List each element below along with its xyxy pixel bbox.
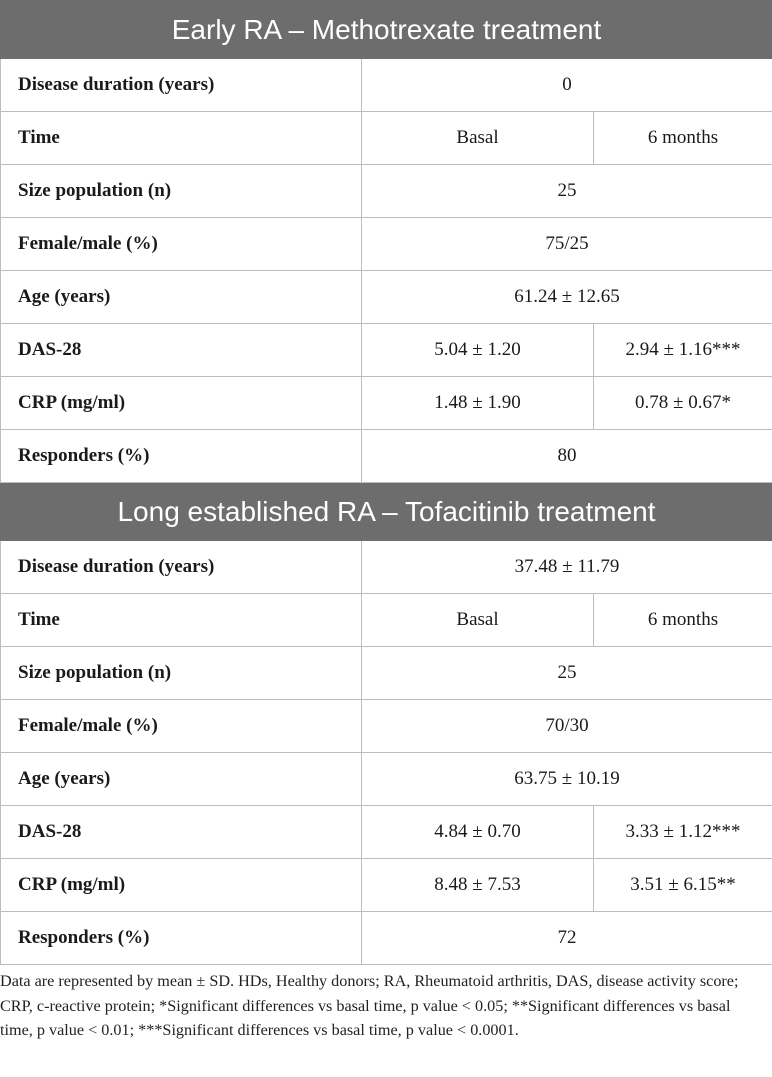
- basal-value: Basal: [362, 112, 594, 165]
- row-label: DAS-28: [1, 324, 362, 377]
- table-row: [1, 165, 772, 218]
- table-row: [1, 218, 772, 271]
- section-header-long-established-ra: [1, 483, 772, 541]
- table-row: [1, 271, 772, 324]
- row-value: 37.48 ± 11.79: [362, 541, 772, 594]
- table-row: [1, 377, 772, 430]
- table-row: [1, 912, 772, 965]
- table-row: [1, 647, 772, 700]
- row-label: Time: [1, 112, 362, 165]
- row-value: 80: [362, 430, 772, 483]
- table-row: [1, 541, 772, 594]
- row-label: Female/male (%): [1, 218, 362, 271]
- table-row: [1, 112, 772, 165]
- basal-value: 5.04 ± 1.20: [362, 324, 594, 377]
- six-months-value: 6 months: [594, 112, 772, 165]
- table-row: [1, 324, 772, 377]
- row-label: CRP (mg/ml): [1, 859, 362, 912]
- section-title: Long established RA – Tofacitinib treatment: [1, 483, 772, 541]
- basal-value: Basal: [362, 594, 594, 647]
- six-months-value: 3.33 ± 1.12***: [594, 806, 772, 859]
- row-label: Disease duration (years): [1, 59, 362, 112]
- row-value: 70/30: [362, 700, 772, 753]
- basal-value: 4.84 ± 0.70: [362, 806, 594, 859]
- row-label: Size population (n): [1, 165, 362, 218]
- table-footnote: Data are represented by mean ± SD. HDs, Healthy donors; RA, Rheumatoid arthritis, DAS, disease activity score; CRP, c-reactive protein; *Significant differences vs basal time, p value < 0.05; **Significant differences vs basal time, p value < 0.01; ***Significant differences vs basal time, p value < 0.0001.: [0, 972, 739, 1039]
- table-row: [1, 753, 772, 806]
- table-row: [1, 594, 772, 647]
- row-label: Age (years): [1, 753, 362, 806]
- table-row: [1, 859, 772, 912]
- row-label: Size population (n): [1, 647, 362, 700]
- row-value: 25: [362, 165, 772, 218]
- row-label: Female/male (%): [1, 700, 362, 753]
- row-label: Responders (%): [1, 912, 362, 965]
- row-label: Responders (%): [1, 430, 362, 483]
- row-value: 61.24 ± 12.65: [362, 271, 772, 324]
- row-label: DAS-28: [1, 806, 362, 859]
- row-label: Disease duration (years): [1, 541, 362, 594]
- table-row: [1, 700, 772, 753]
- table-row: [1, 806, 772, 859]
- table-row: [1, 59, 772, 112]
- row-value: 75/25: [362, 218, 772, 271]
- row-label: Age (years): [1, 271, 362, 324]
- section-title: Early RA – Methotrexate treatment: [1, 1, 772, 59]
- six-months-value: 6 months: [594, 594, 772, 647]
- row-value: 0: [362, 59, 772, 112]
- basal-value: 1.48 ± 1.90: [362, 377, 594, 430]
- table-row: [1, 430, 772, 483]
- six-months-value: 3.51 ± 6.15**: [594, 859, 772, 912]
- six-months-value: 0.78 ± 0.67*: [594, 377, 772, 430]
- six-months-value: 2.94 ± 1.16***: [594, 324, 772, 377]
- row-value: 25: [362, 647, 772, 700]
- section-header-early-ra: [1, 1, 772, 59]
- basal-value: 8.48 ± 7.53: [362, 859, 594, 912]
- row-label: CRP (mg/ml): [1, 377, 362, 430]
- row-value: 63.75 ± 10.19: [362, 753, 772, 806]
- row-value: 72: [362, 912, 772, 965]
- row-label: Time: [1, 594, 362, 647]
